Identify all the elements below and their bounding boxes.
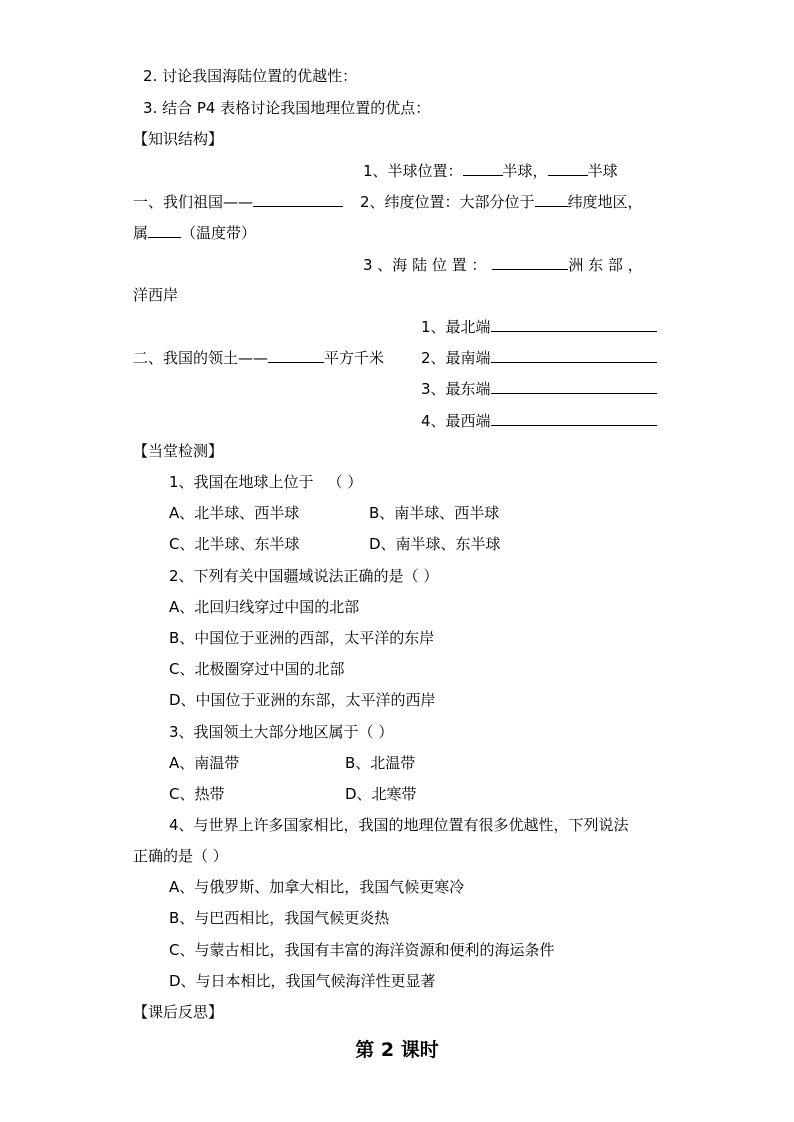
blank-temperature-zone[interactable] bbox=[148, 222, 181, 238]
extreme-east: 3、最东端 bbox=[421, 378, 657, 398]
q2-option-b[interactable]: B、中国位于亚洲的西部，太平洋的东岸 bbox=[169, 629, 435, 647]
q1-option-b[interactable]: B、南半球、西半球 bbox=[369, 504, 500, 522]
blank-north[interactable] bbox=[491, 316, 657, 332]
q4-option-a[interactable]: A、与俄罗斯、加拿大相比，我国气候更寒冷 bbox=[169, 878, 465, 896]
blank-hemisphere-2[interactable] bbox=[548, 160, 588, 176]
q2-stem: 2、下列有关中国疆域说法正确的是（ ） bbox=[169, 567, 439, 585]
q1-option-d[interactable]: D、南半球、东半球 bbox=[369, 535, 501, 553]
blank-motherland[interactable] bbox=[253, 191, 343, 207]
q2-option-d[interactable]: D、中国位于亚洲的东部，太平洋的西岸 bbox=[169, 691, 436, 709]
ocean-west-coast: 洋西岸 bbox=[133, 286, 179, 304]
discuss-q3: 3. 结合 P4 表格讨论我国地理位置的优点： bbox=[143, 99, 431, 117]
blank-hemisphere-1[interactable] bbox=[463, 160, 503, 176]
q4-option-b[interactable]: B、与巴西相比，我国气候更炎热 bbox=[169, 909, 390, 927]
temperature-zone-row: 属 （温度带） bbox=[133, 224, 257, 242]
q4-stem-line1: 4、与世界上许多国家相比，我国的地理位置有很多优越性，下列说法 bbox=[169, 816, 629, 834]
extreme-west: 4、最西端 bbox=[421, 410, 657, 430]
reflect-heading: 【课后反思】 bbox=[133, 1003, 224, 1021]
blank-west[interactable] bbox=[491, 410, 657, 426]
knowledge-heading: 【知识结构】 bbox=[133, 130, 224, 148]
q2-option-c[interactable]: C、北极圈穿过中国的北部 bbox=[169, 660, 345, 678]
blank-latitude[interactable] bbox=[535, 191, 568, 207]
test-heading: 【当堂检测】 bbox=[133, 442, 224, 460]
q3-option-a[interactable]: A、南温带 bbox=[169, 754, 240, 772]
blank-continent[interactable] bbox=[492, 254, 568, 270]
q3-stem: 3、我国领土大部分地区属于（ ） bbox=[169, 723, 394, 741]
q3-option-d[interactable]: D、北寒带 bbox=[345, 785, 417, 803]
extreme-north: 1、最北端 bbox=[421, 316, 657, 336]
q3-option-b[interactable]: B、北温带 bbox=[345, 754, 416, 772]
q1-stem: 1、我国在地球上位于 （ ） bbox=[169, 473, 363, 491]
lesson-title: 第 2 课时 bbox=[355, 1039, 439, 1061]
discuss-q2: 2. 讨论我国海陆位置的优越性： bbox=[143, 67, 358, 85]
q1-option-a[interactable]: A、北半球、西半球 bbox=[169, 504, 300, 522]
q2-option-a[interactable]: A、北回归线穿过中国的北部 bbox=[169, 598, 360, 616]
blank-area[interactable] bbox=[268, 347, 324, 363]
motherland-row: 一、我们祖国—— bbox=[133, 191, 343, 211]
territory-row: 二、我国的领土—— 平方千米 bbox=[133, 349, 385, 367]
blank-east[interactable] bbox=[491, 378, 657, 394]
latitude-row: 2、纬度位置：大部分位于 纬度地区， bbox=[360, 193, 643, 211]
q3-option-c[interactable]: C、热带 bbox=[169, 785, 225, 803]
extreme-south: 2、最南端 bbox=[421, 347, 657, 367]
q4-option-d[interactable]: D、与日本相比，我国气候海洋性更显著 bbox=[169, 972, 436, 990]
q1-option-c[interactable]: C、北半球、东半球 bbox=[169, 535, 300, 553]
hemisphere-row: 1、半球位置： 半球， 半球 bbox=[363, 162, 618, 180]
land-sea-row: 3 、海 陆 位 置 ： 洲 东 部 ， bbox=[363, 256, 643, 274]
q1-answer-paren[interactable]: （ ） bbox=[327, 473, 363, 491]
blank-south[interactable] bbox=[491, 347, 657, 363]
q4-option-c[interactable]: C、与蒙古相比，我国有丰富的海洋资源和便利的海运条件 bbox=[169, 941, 555, 959]
q4-stem-line2: 正确的是（ ） bbox=[133, 847, 228, 865]
